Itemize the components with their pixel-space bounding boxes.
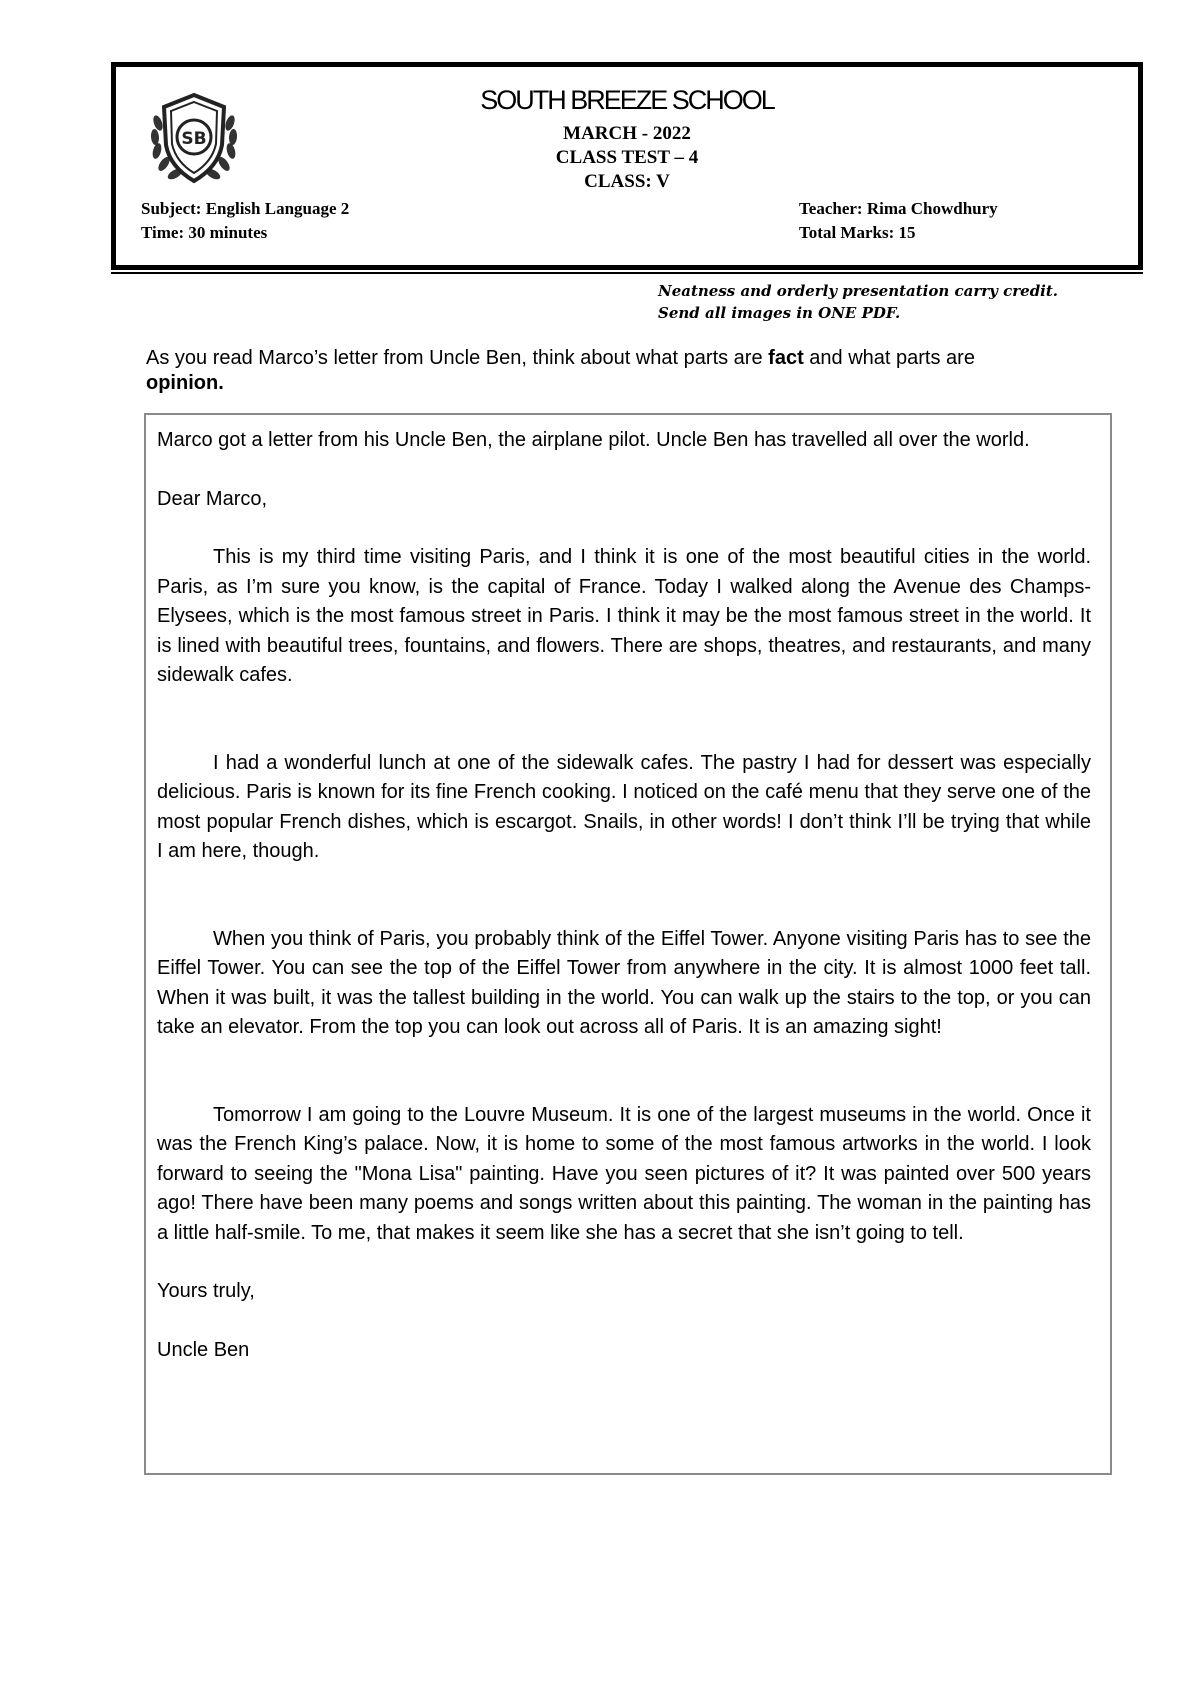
paragraph-louvre: Tomorrow I am going to the Louvre Museum. It is one of the largest museums in the world. Once it was the French King’s palace. Now, it is home to some of the most famous artworks in the world. I look forward to seeing the "Mona Lisa" painting. Have you seen pictures of it? It was painted over 500 years ago! There have been many poems and songs written about this painting. The woman in the painting has a little half-smile. To me, that makes it seem like she has a secret that she isn’t going to tell. xyxy=(157,1103,1091,1244)
letter-passage xyxy=(157,426,1091,1365)
teacher-label: Teacher: Rima Chowdhury xyxy=(799,199,998,218)
opinion-keyword: opinion xyxy=(146,372,219,394)
test-title: CLASS TEST – 4 xyxy=(555,147,699,168)
letter-greeting: Dear Marco, xyxy=(157,487,268,510)
pdf-note: Send all images in ONE PDF. xyxy=(658,304,901,322)
paragraph-lunch: I had a wonderful lunch at one of the sidewalk cafes. The pastry I had for dessert was especially delicious. Paris is known for its fine French cooking. I noticed on the café menu that they serve one of the most popular French dishes, which is escargot. Snails, in other words! I don’t think I’ll be trying that while I am here, though. xyxy=(157,751,1091,862)
exam-date: MARCH - 2022 xyxy=(563,123,691,144)
fact-keyword: fact xyxy=(768,347,804,369)
school-name: SOUTH BREEZE SCHOOL xyxy=(480,85,774,115)
instruction xyxy=(146,346,1046,396)
instruction-text-1: As you read Marco’s letter from Uncle Ben, think about what parts are xyxy=(146,347,769,369)
instruction-period: . xyxy=(218,372,224,394)
passage-intro: Marco got a letter from his Uncle Ben, the airplane pilot. Uncle Ben has travelled all over the world. xyxy=(157,429,1030,451)
instruction-text-2: and what parts are xyxy=(803,347,975,369)
paragraph-eiffel-tower: When you think of Paris, you probably think of the Eiffel Tower. Anyone visiting Paris has to see the Eiffel Tower. You can see the top of the Eiffel Tower from anywhere in the city. It is almost 1000 feet tall. When it was built, it was the tallest building in the world. You can walk up the stairs to the top, or you can take an elevator. From the top you can look out across all of Paris. It is an amazing sight! xyxy=(157,927,1091,1038)
subject-label: Subject: English Language 2 xyxy=(141,199,350,218)
notes xyxy=(658,280,1058,324)
letter-signature: Uncle Ben xyxy=(157,1338,250,1361)
class-label: CLASS: V xyxy=(584,171,670,192)
time-label: Time: 30 minutes xyxy=(141,223,268,242)
neatness-note: Neatness and orderly presentation carry credit. xyxy=(658,282,1059,300)
header-divider xyxy=(111,272,1143,274)
letter-closing: Yours truly, xyxy=(157,1280,255,1302)
total-marks-label: Total Marks: 15 xyxy=(799,223,916,242)
header-box xyxy=(111,62,1143,270)
paragraph-champs-elysees: This is my third time visiting Paris, and I think it is one of the most beautiful cities in the world. Paris, as I’m sure you know, is the capital of France. Today I walked along the Avenue des Champs-Elysees, which is the most famous street in Paris. I think it may be the most famous street in the world. It is lined with beautiful trees, fountains, and flowers. There are shops, theatres, and restaurants, and many sidewalk cafes. xyxy=(157,546,1091,686)
svg-text:SB: SB xyxy=(181,129,207,149)
